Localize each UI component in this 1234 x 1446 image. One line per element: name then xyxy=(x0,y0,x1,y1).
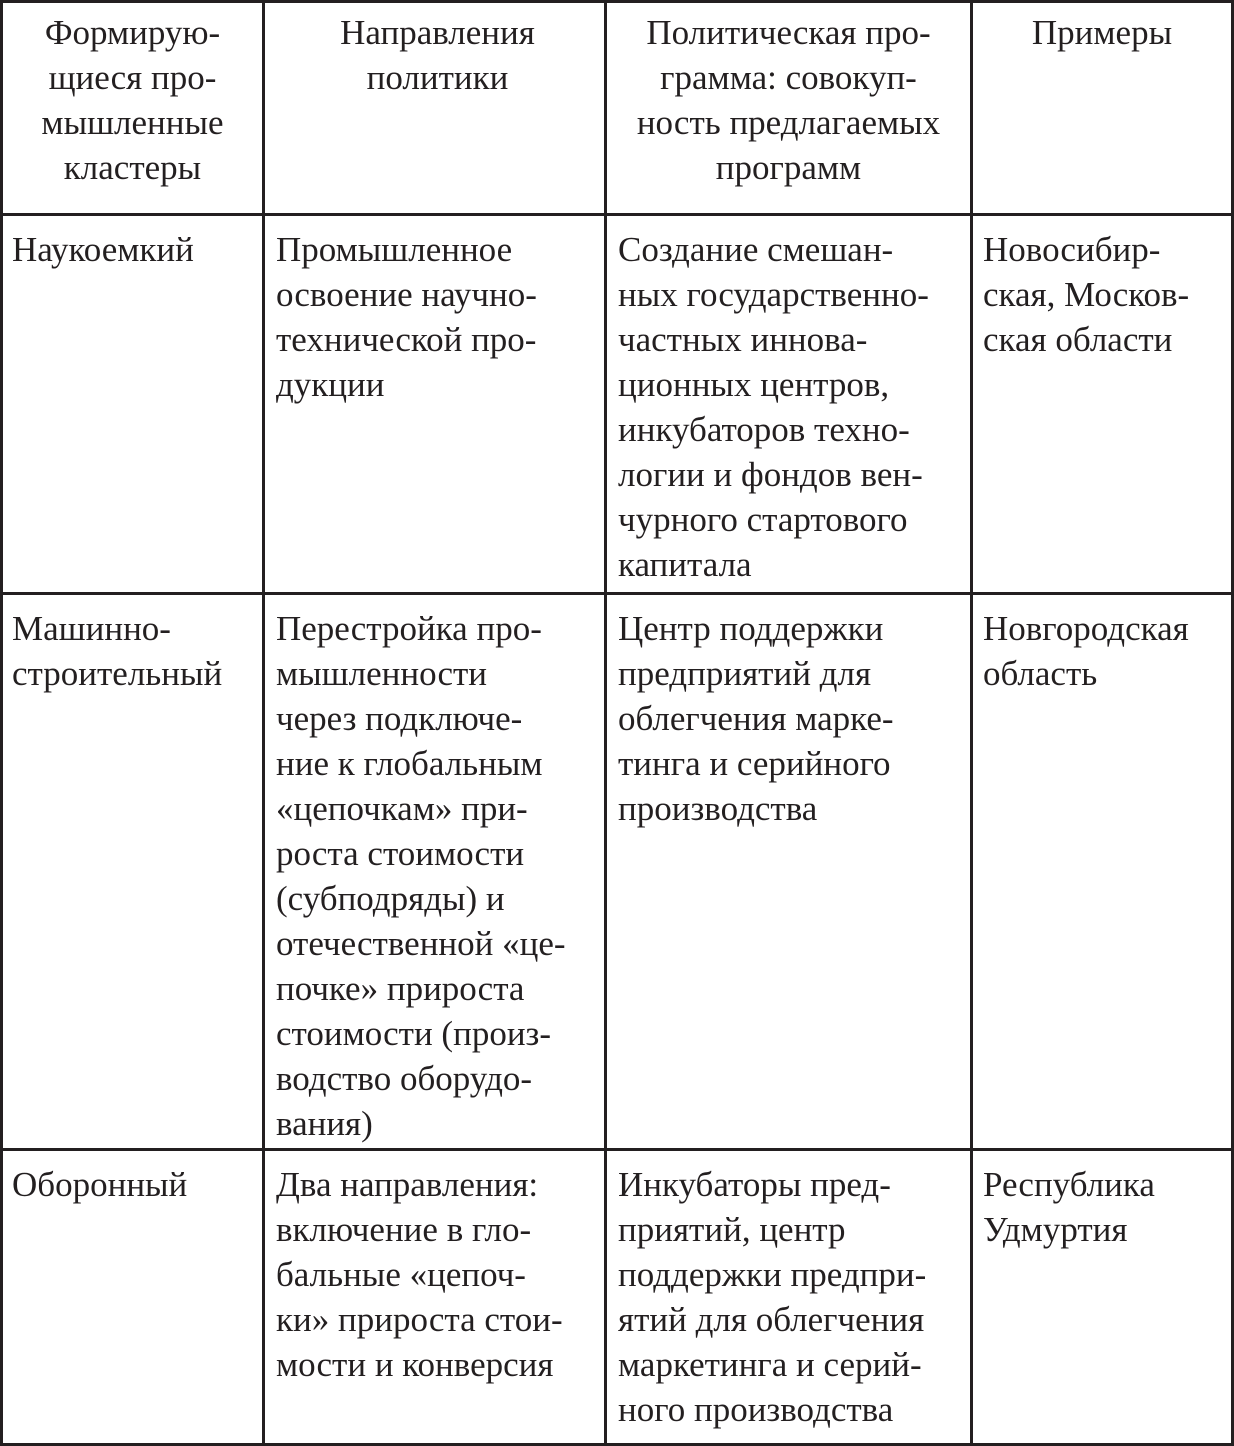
table-row xyxy=(2,1150,1233,1445)
table-cell xyxy=(606,594,972,1150)
table-cell xyxy=(264,1150,606,1445)
table-cell-text: Новгородская область xyxy=(983,609,1189,693)
table-cell xyxy=(972,215,1233,594)
table-cell xyxy=(2,1150,264,1445)
table-cell xyxy=(972,1150,1233,1445)
table-cell-text: Наукоемкий xyxy=(12,230,194,269)
header-cell-text: Политическая про- грамма: совокуп- ность предлагаемых программ xyxy=(636,13,941,187)
table-cell-text: Создание смешан- ных государственно- частных иннова- ционных центров, инкубаторов техно- логии и фондов вен- чурного стартового капитала xyxy=(618,230,929,584)
table-row xyxy=(2,215,1233,594)
table-header-row xyxy=(2,2,1233,215)
table-cell xyxy=(264,594,606,1150)
table-cell xyxy=(606,1150,972,1445)
table-cell xyxy=(2,594,264,1150)
table-cell-text: Машинно- строительный xyxy=(12,609,223,693)
header-cell-text: Примеры xyxy=(1031,13,1173,52)
table-cell xyxy=(606,215,972,594)
table-cell xyxy=(2,215,264,594)
table-cell-text: Республика Удмуртия xyxy=(983,1165,1155,1249)
table-cell-text: Перестройка про- мышленности через подключе- ние к глобальным «цепочкам» при- роста стоимости (субподряды) и отечественной «це- почке» прироста стоимости (произ- водство оборудо- вания) xyxy=(276,609,566,1143)
table-cell-text: Инкубаторы пред- приятий, центр поддержки предпри- ятий для облегчения маркетинга и серий- ного производства xyxy=(618,1165,927,1429)
header-cell-text: Направления политики xyxy=(340,13,535,97)
table-row xyxy=(2,594,1233,1150)
table-cell-text: Два направления: включение в гло- бальные «цепоч- ки» прироста стои- мости и конверсия xyxy=(276,1165,563,1384)
header-cell-policy-program xyxy=(606,2,972,215)
header-cell-examples xyxy=(972,2,1233,215)
header-cell-text: Формирую- щиеся про- мышленные кластеры xyxy=(41,13,224,187)
table-cell-text: Промышленное освоение научно- технической про- дукции xyxy=(276,230,537,404)
table-cell-text: Оборонный xyxy=(12,1165,188,1204)
table-cell xyxy=(972,594,1233,1150)
table-cell-text: Центр поддержки предприятий для облегчения марке- тинга и серийного производства xyxy=(618,609,894,828)
table-cell xyxy=(264,215,606,594)
table-cell-text: Новосибир- ская, Москов- ская области xyxy=(983,230,1190,359)
header-cell-clusters xyxy=(2,2,264,215)
header-cell-policy-directions xyxy=(264,2,606,215)
